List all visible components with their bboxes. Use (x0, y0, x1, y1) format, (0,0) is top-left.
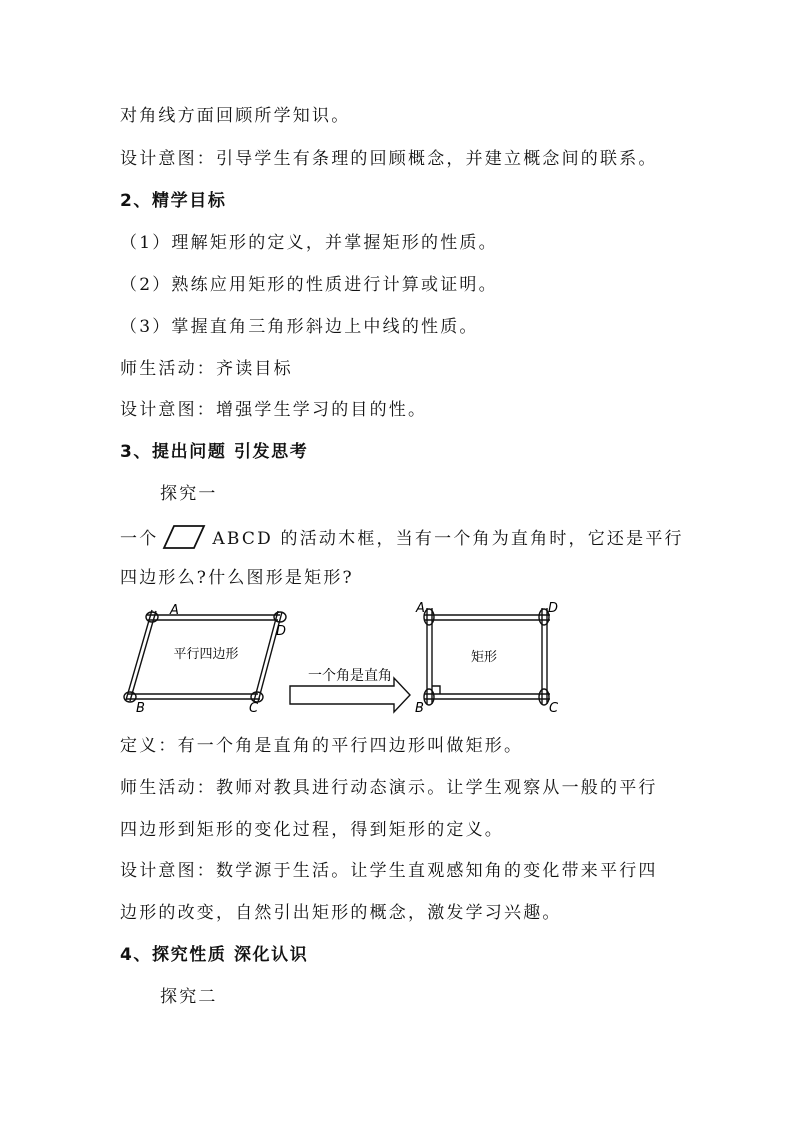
parallelogram-label: 平行四边形 (173, 647, 239, 662)
explore-label: 探究二 (160, 987, 218, 1007)
parallelogram-symbol-icon (162, 524, 206, 550)
section-heading: 4、探究性质 深化认识 (120, 945, 309, 965)
section-heading: 2、精学目标 (120, 191, 227, 211)
intent-text: 设计意图：数学源于生活。让学生直观感知角的变化带来平行四 (120, 861, 658, 881)
text-line: 对角线方面回顾所学知识。 (120, 106, 351, 126)
question-line (120, 524, 684, 551)
point-label-d: D (276, 624, 287, 639)
activity-text: 师生活动：齐读目标 (120, 359, 293, 379)
point-label-a: A (170, 603, 179, 618)
point-label-d: D (548, 601, 559, 616)
intent-text: 边形的改变，自然引出矩形的概念，激发学习兴趣。 (120, 903, 562, 923)
activity-text: 四边形到矩形的变化过程，得到矩形的定义。 (120, 820, 504, 840)
question-prefix: 一个 (120, 529, 159, 549)
intent-text: 设计意图：增强学生学习的目的性。 (120, 400, 428, 420)
point-label-b: B (136, 701, 145, 716)
explore-label: 探究一 (160, 484, 218, 504)
goal-item: （1）理解矩形的定义，并掌握矩形的性质。 (120, 233, 498, 253)
goal-item: （3）掌握直角三角形斜边上中线的性质。 (120, 317, 479, 337)
arrow-label: 一个角是直角 (308, 668, 392, 684)
question-line-2: 四边形么?什么图形是矩形? (120, 568, 354, 588)
text-line: 设计意图：引导学生有条理的回顾概念，并建立概念间的联系。 (120, 149, 658, 169)
point-label-c: C (249, 701, 259, 716)
goal-item: （2）熟练应用矩形的性质进行计算或证明。 (120, 275, 498, 295)
point-label-c: C (549, 701, 559, 716)
parallelogram-to-rectangle-figure (118, 598, 568, 718)
section-heading: 3、提出问题 引发思考 (120, 442, 309, 462)
definition-text: 定义：有一个角是直角的平行四边形叫做矩形。 (120, 736, 524, 756)
point-label-a: A (416, 601, 425, 616)
point-label-b: B (415, 701, 424, 716)
rectangle-label: 矩形 (470, 650, 498, 665)
activity-text: 师生活动：教师对教具进行动态演示。让学生观察从一般的平行 (120, 778, 658, 798)
question-suffix: ABCD 的活动木框，当有一个角为直角时，它还是平行 (212, 529, 684, 549)
